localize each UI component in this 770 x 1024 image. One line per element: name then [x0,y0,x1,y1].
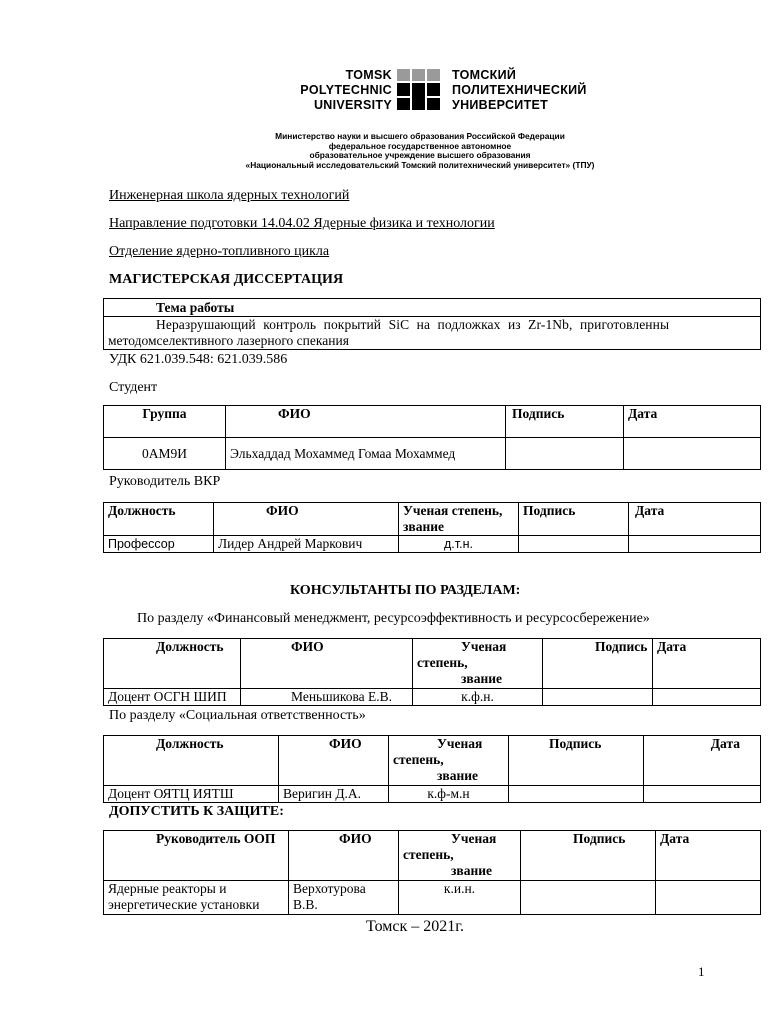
admit-name [289,881,399,915]
col-degree-line-2: звание [403,519,445,534]
col-signature: Подпись [543,639,653,689]
student-label: Студент [109,380,158,395]
col-degree [413,639,543,689]
admit-signature-cell [521,881,656,915]
col-name: ФИО [241,639,413,689]
logo-text-ru: ТОМСКИЙ ПОЛИТЕХНИЧЕСКИЙ УНИВЕРСИТЕТ [452,68,587,112]
col-position: Должность [104,503,214,536]
finance-degree: к.ф.н. [413,689,543,706]
col-degree [399,503,519,536]
social-position: Доцент ОЯТЦ ИЯТШ [104,786,279,803]
col-degree-line-2: степень, [417,655,468,670]
admit-title: ДОПУСТИТЬ К ЗАЩИТЕ: [109,804,284,819]
finance-section-label: По разделу «Финансовый менеджмент, ресурсоэффективность и ресурсосбережение» [137,611,650,626]
col-position: Должность [104,736,279,786]
university-logo [298,68,598,112]
admit-date-cell [656,881,761,915]
social-consultant-table [103,735,761,803]
ministry-header: Министерство науки и высшего образования Российской Федерации федеральное государственное автономное образовательное учреждение высшего образования «Национальный исследовательский Томский политехнический университет» (ТПУ) [245,131,595,170]
udk-code: УДК 621.039.548: 621.039.586 [109,352,288,367]
document-type: МАГИСТЕРСКАЯ ДИССЕРТАЦИЯ [109,272,344,287]
col-date: Дата [629,503,761,536]
col-degree-line-3: звание [451,863,493,878]
col-date: Дата [653,639,761,689]
col-group: Группа [104,406,226,438]
topic-line-2: методомселективного лазерного спекания [108,333,349,348]
col-signature: Подпись [519,503,629,536]
admit-name-line-1: Верхотурова [293,881,366,896]
admit-degree: к.и.н. [399,881,521,915]
department-name: Отделение ядерно-топливного цикла [109,244,330,259]
col-name: ФИО [214,503,399,536]
topic-line-1: Неразрушающий контроль покрытий SiC на подложках из Zr-1Nb, приготовленны [156,317,670,332]
logo-text-en: TOMSK POLYTECHNIC UNIVERSITY [300,68,392,112]
col-position: Должность [104,639,241,689]
admit-program-line-1: Ядерные реакторы и [108,881,227,896]
supervisor-label: Руководитель ВКР [109,474,221,489]
col-date: Дата [644,736,761,786]
supervisor-signature-cell [519,536,629,553]
direction-name: Направление подготовки 14.04.02 Ядерные физика и технологии [109,216,495,231]
supervisor-date-cell [629,536,761,553]
col-degree-line-2: степень, [403,847,454,862]
col-signature: Подпись [521,831,656,881]
col-degree [389,736,509,786]
admit-table [103,830,761,915]
consultants-title: КОНСУЛЬТАНТЫ ПО РАЗДЕЛАМ: [290,583,521,598]
topic-text [104,317,761,350]
supervisor-table [103,502,761,553]
student-name: Эльхаддад Мохаммед Гомаа Мохаммед [226,438,506,470]
topic-header: Тема работы [104,299,761,317]
col-date: Дата [624,406,761,438]
supervisor-position: Профессор [104,536,214,553]
col-degree-line-1: Ученая [451,831,497,846]
student-date-cell [624,438,761,470]
social-section-label: По разделу «Социальная ответственность» [109,708,366,723]
col-degree-line-3: звание [437,768,479,783]
col-signature: Подпись [506,406,624,438]
col-program-head: Руководитель ООП [104,831,289,881]
social-signature-cell [509,786,644,803]
col-degree [399,831,521,881]
student-signature-cell [506,438,624,470]
topic-table [103,298,761,350]
admit-name-line-2: В.В. [293,897,318,912]
col-name: ФИО [279,736,389,786]
school-name: Инженерная школа ядерных технологий [109,188,350,203]
student-table [103,405,761,470]
supervisor-name: Лидер Андрей Маркович [214,536,399,553]
finance-date-cell [653,689,761,706]
col-degree-line-3: звание [461,671,503,686]
social-name: Веригин Д.А. [279,786,389,803]
student-group: 0АМ9И [104,438,226,470]
finance-name: Меньшикова Е.В. [241,689,413,706]
col-name: ФИО [226,406,506,438]
col-name: ФИО [289,831,399,881]
col-degree-line-2: степень, [393,752,444,767]
page-number: 1 [698,964,705,979]
social-date-cell [644,786,761,803]
col-signature: Подпись [509,736,644,786]
col-degree-line-1: Ученая [437,736,483,751]
admit-program [104,881,289,915]
finance-position: Доцент ОСГН ШИП [104,689,241,706]
col-date: Дата [656,831,761,881]
finance-consultant-table [103,638,761,706]
finance-signature-cell [543,689,653,706]
col-degree-line-1: Ученая степень, [403,503,503,518]
footer-city-year: Томск – 2021г. [366,918,465,935]
social-degree: к.ф-м.н [389,786,509,803]
supervisor-degree: д.т.н. [399,536,519,553]
logo-mark-icon [397,69,441,111]
admit-program-line-2: энергетические установки [108,897,260,912]
col-degree-line-1: Ученая [461,639,507,654]
